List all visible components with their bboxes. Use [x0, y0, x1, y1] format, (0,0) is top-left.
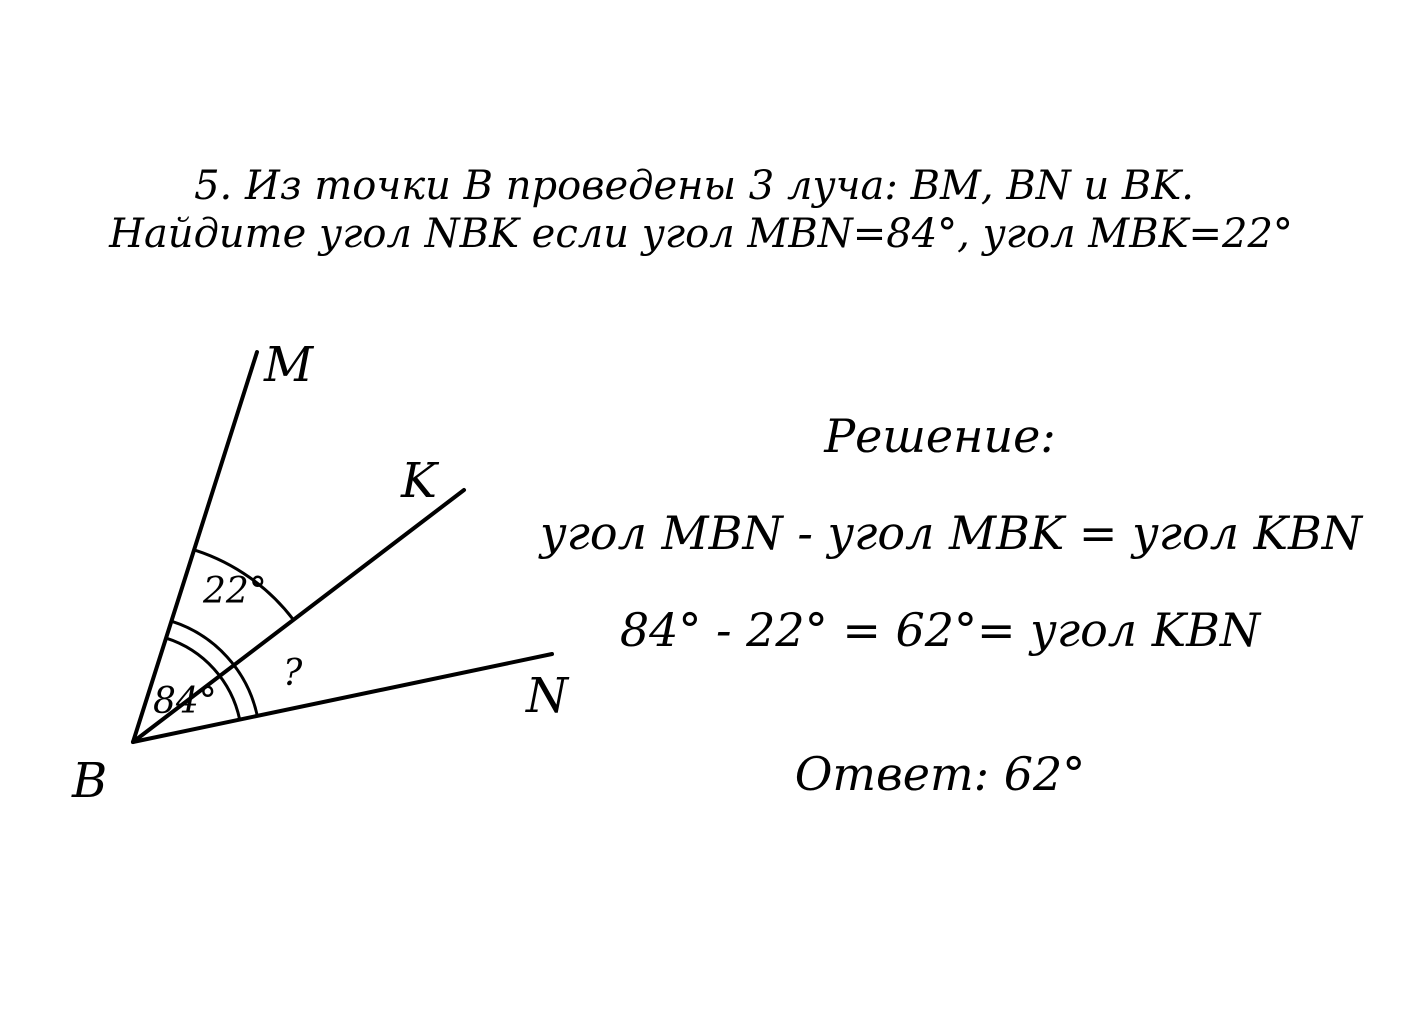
label-m: M — [264, 337, 314, 393]
solution-equation-1: угол MBN - угол MBK = угол KBN — [540, 506, 1363, 560]
label-n: N — [526, 668, 568, 724]
label-k: K — [401, 453, 437, 509]
angle-label-mbn: 84° — [153, 681, 217, 722]
solution-equation-2: 84° - 22° = 62°= угол KBN — [619, 603, 1261, 657]
problem-line-2: Найдите угол NBK если угол MBN=84°, угол MBK=22° — [109, 211, 1293, 257]
angle-label-mbk: 22° — [203, 571, 267, 612]
problem-line-1: 5. Из точки B проведены 3 луча: BM, BN и BK. — [194, 163, 1194, 209]
angle-label-kbn: ? — [283, 653, 303, 694]
solution-answer: Ответ: 62° — [794, 747, 1086, 801]
label-b: B — [72, 753, 108, 809]
solution-title: Решение: — [824, 409, 1056, 463]
